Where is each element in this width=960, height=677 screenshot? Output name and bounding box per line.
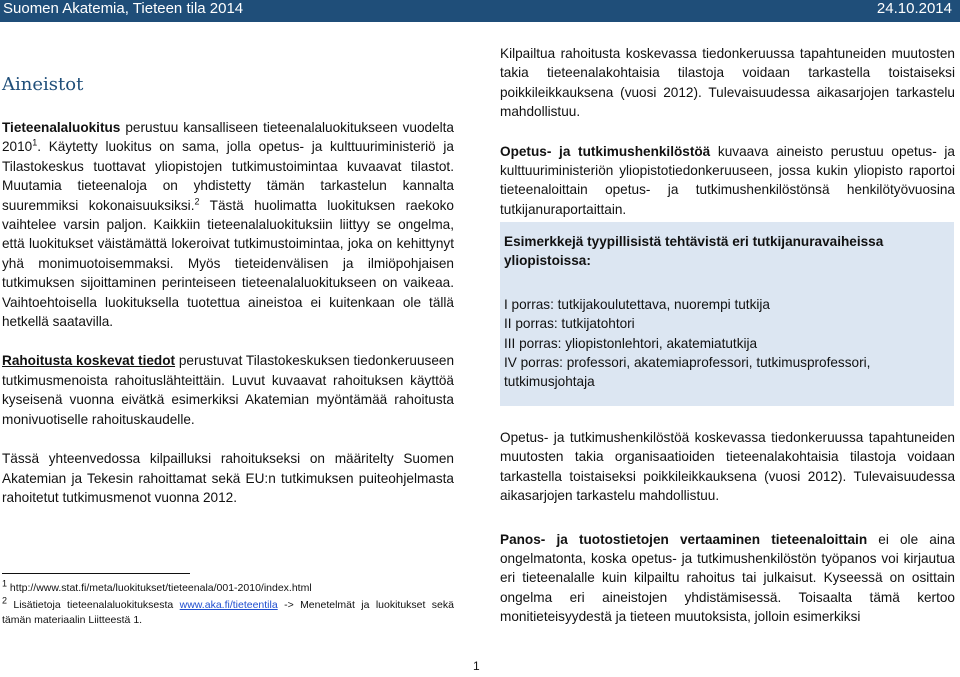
paragraph-classification: Tieteenalaluokitus perustuu kansalliseen tieteenalaluokitukseen vuodelta 2010$^1$. Käytetty luokitus on sama, jolla opetus- ja kulttuuriministeriö ja Tilastokeskus tuottavat yliopistojen tutkimustoimintaa kuvaavat tilastot. Muutamia tieteenaloja on yhdistetty tämän tarkastelun kannalta suuremmiksi kokonaisuuksiksi.$^2$ Tästä huolimatta luokituksen raekoko vaihtelee varsin paljon. Kaikkiin tieteenalaluokituksiin liittyy se ongelma, että luokitukset väistämättä lokeroivat tutkimustoimintaa, joka on kehittynyt yhä monimuotoisemmaksi. Myös tieteidenvälisen ja ilmiöpohjaisen tutkimuksen sijoittaminen perinteiseen tieteenalaluokitukseen on vaikeaa. Vaihtoehtoisella luokituksella tuotettua aineistoa ei kuitenkaan ole tällä hetkellä saatavilla. (2, 120, 454, 330)
paragraph-funding: Rahoitusta koskevat tiedot perustuvat Tilastokeskuksen tiedonkeruuseen tutkimusmenoista rahoituslähteittäin. Luvut kuvaavat rahoituksen käyttöä kyseisenä vuonna eivätkä esimerkiksi Akatemian myöntämää rahoitusta monivuotiselle rahoituskaudelle. (2, 353, 455, 427)
career-stage-item: II porras: tutkijatohtori (504, 316, 635, 332)
paragraph-personnel: Opetus- ja tutkimushenkilöstöä kuvaava aineisto perustuu opetus- ja kulttuuriministeriön yliopistotiedonkeruuseen, jossa kukin yliopisto raportoi tieteenaloittain opetus- ja tutkimushenkilöstönsä henkilötyövuosina tutkijanuraportaittain. (500, 143, 955, 217)
paragraph-competitive-funding: Tässä yhteenvedossa kilpailluksi rahoitukseksi on määritelty Suomen Akatemian ja Tekesin rahoittamat sekä EU:n tutkimuksen puiteohjelmasta rahoitetut tutkimusmenot vuonna 2012. (2, 451, 454, 505)
term-tieteenalaluokitus: Tieteenalaluokitus (2, 120, 121, 135)
right-column-lower (500, 428, 955, 627)
footnote-1: 1 http://www.stat.fi/meta/luokitukset/tieteenala/001-2010/index.html (2, 578, 312, 594)
footnote-separator (2, 573, 190, 574)
left-column (2, 118, 454, 507)
box-title: Esimerkkejä tyypillisistä tehtävistä eri tutkijanuravaiheissa yliopistoissa: (504, 234, 884, 269)
term-panos: Panos- ja tuotostietojen vertaaminen tieteenaloittain (500, 531, 868, 547)
right-column (500, 44, 955, 219)
footnote-2-mark: 2 (2, 595, 8, 606)
term-rahoitusta: Rahoitusta koskevat tiedot (2, 353, 176, 369)
career-stage-item: III porras: yliopistonlehtori, akatemiatutkija (504, 335, 758, 351)
footnote-1-mark: 1 (2, 578, 8, 589)
career-stage-list (504, 295, 954, 392)
footnote-ref-1: 1 (32, 137, 38, 148)
paragraph-time-series: Kilpailtua rahoitusta koskevassa tiedonkeruussa tapahtuneiden muutosten takia tieteenalakohtaisia tilastoja voidaan tarkastella toistaiseksi poikkileikkauksena (vuosi 2012). Tulevaisuudessa aikasarjojen tarkastelu mahdollistuu. (500, 46, 955, 120)
footnote-ref-2: 2 (194, 196, 200, 207)
paragraph-personnel-changes: Opetus- ja tutkimushenkilöstöä koskevassa tiedonkeruussa tapahtuneiden muutosten takia organisaatioiden tieteenalakohtaisia tilastoja voidaan tarkastella toistaiseksi poikkileikkauksena (vuosi 2012). Tulevaisuudessa aikasarjojen tarkastelu mahdollistuu. (500, 430, 955, 504)
career-stage-item: IV porras: professori, akatemiaprofessori, tutkimusprofessori, tutkimusjohtaja (504, 355, 871, 390)
header-title: Suomen Akatemia, Tieteen tila 2014 (3, 0, 244, 17)
section-heading: Aineistot (2, 74, 84, 95)
tieteentila-link[interactable]: www.aka.fi/tieteentila (179, 599, 278, 611)
career-stage-item: I porras: tutkijakoulutettava, nuorempi tutkija (504, 296, 770, 312)
page-number: 1 (473, 659, 480, 673)
header-date: 24.10.2014 (876, 0, 952, 17)
career-stage-examples-box (500, 222, 954, 406)
document-header-bar (0, 0, 960, 22)
footnote-2: 2 Lisätietoja tieteenalaluokituksesta www.aka.fi/tieteentila -> Menetelmät ja luokitukset sekä tämän materiaalin Liitteestä 1. (2, 595, 454, 626)
term-opetus: Opetus- ja tutkimushenkilöstöä (500, 143, 711, 159)
paragraph-input-output: Panos- ja tuotostietojen vertaaminen tieteenaloittain ei ole aina ongelmatonta, koska opetus- ja tutkimushenkilöstön työpanos voi kirjautua eri tieteenalalle kuin kilpailtu rahoitus tai julkaisut. Kyseessä on osittain ongelma eri aineistojen yhdistämisessä. Toisaalta tämä kertoo monitieteisyydestä ja tieteen muutoksista, jolloin esimerkiksi (500, 531, 955, 625)
